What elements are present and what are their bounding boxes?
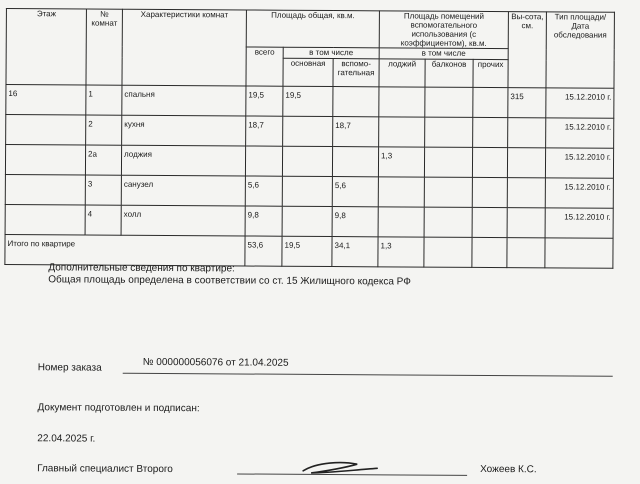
cell-total: 19,5: [246, 86, 283, 116]
cell-date: 15.12.2010 г.: [546, 118, 614, 148]
header-height: Вы-сота, см.: [508, 12, 546, 88]
header-room-no: № комнат: [86, 9, 122, 85]
cell-date: 15.12.2010 г.: [545, 178, 613, 208]
prepared-label: Документ подготовлен и подписан:: [37, 402, 200, 415]
totals-balcony: [424, 237, 472, 267]
header-area-type: Тип площади/ Дата обследования: [546, 12, 614, 88]
cell-room-name: кухня: [122, 115, 246, 146]
totals-main: 19,5: [282, 236, 332, 266]
cell-height: [507, 208, 545, 238]
cell-main: 19,5: [283, 86, 333, 116]
cell-floor: [6, 115, 86, 145]
additional-info-text: Общая площадь определена в соответствии со ст. 15 Жилищного кодекса РФ: [48, 274, 411, 288]
cell-height: 315: [508, 88, 546, 118]
cell-room-no: 2а: [85, 145, 121, 175]
cell-total: 5,6: [245, 176, 282, 206]
header-characteristics: Характеристики комнат: [122, 9, 246, 86]
header-other: прочих: [473, 59, 508, 87]
cell-room-name: санузел: [121, 175, 245, 206]
header-loggia: лоджий: [379, 59, 425, 87]
cell-floor: 16: [6, 85, 86, 115]
cell-other: [472, 147, 507, 177]
header-balcony: балконов: [425, 59, 473, 87]
totals-other: [472, 237, 507, 267]
cell-balcony: [424, 177, 472, 207]
table-row: [5, 175, 613, 209]
cell-room-name: лоджия: [121, 145, 245, 176]
header-total-area: Площадь общая, кв.м.: [246, 10, 379, 48]
additional-info-heading: Дополнительные сведения по квартире:: [48, 262, 235, 275]
header-auxiliary: вспомо-гательная: [333, 59, 379, 87]
cell-loggia: [378, 177, 424, 207]
header-floor: Этаж: [6, 9, 86, 85]
cell-balcony: [424, 207, 472, 237]
cell-total: 9,8: [245, 206, 282, 236]
cell-other: [473, 117, 508, 147]
cell-aux: [333, 87, 379, 117]
signer-position: Главный специалист Второго: [37, 463, 173, 476]
table-row: [5, 205, 613, 239]
cell-other: [472, 177, 507, 207]
totals-loggia: 1,3: [378, 237, 424, 267]
cell-date: 15.12.2010 г.: [545, 208, 613, 238]
cell-height: [507, 178, 545, 208]
order-number-value: № 000000056076 от 21.04.2025: [142, 356, 289, 369]
totals-label: Итого по квартире: [5, 235, 245, 266]
header-main: основная: [283, 58, 333, 86]
cell-aux: 5,6: [332, 177, 378, 207]
prepared-date: 22.04.2025 г.: [37, 433, 96, 445]
table-row: [6, 85, 614, 119]
cell-aux: 9,8: [332, 207, 378, 237]
header-including-aux: в том числе: [379, 48, 508, 60]
cell-floor: [5, 175, 85, 205]
cell-total: 18,7: [246, 116, 283, 146]
cell-aux: [332, 147, 378, 177]
cell-main: [282, 176, 332, 206]
cell-main: [283, 116, 333, 146]
cell-loggia: [379, 117, 425, 147]
cell-balcony: [424, 147, 472, 177]
totals-date: [545, 238, 613, 268]
totals-total: 53,6: [245, 236, 282, 266]
cell-height: [508, 118, 546, 148]
cell-floor: [5, 205, 85, 235]
totals-height: [507, 238, 545, 268]
room-area-table: [4, 8, 615, 269]
cell-other: [472, 207, 507, 237]
cell-total: [245, 146, 282, 176]
cell-room-no: 2: [86, 115, 122, 145]
cell-date: 15.12.2010 г.: [546, 88, 614, 118]
totals-aux: 34,1: [332, 237, 378, 267]
cell-main: [282, 206, 332, 236]
cell-floor: [5, 145, 85, 175]
header-including: в том числе: [283, 47, 379, 59]
header-total: всего: [246, 47, 283, 86]
header-aux-premises: Площадь помещений вспомогательного использования (с коэффициентом), кв.м.: [379, 11, 508, 49]
cell-other: [473, 87, 508, 117]
cell-room-name: холл: [121, 205, 245, 236]
order-underline: [123, 373, 613, 377]
order-number-label: Номер заказа: [37, 362, 102, 374]
cell-loggia: [378, 207, 424, 237]
cell-room-no: 4: [85, 205, 121, 235]
cell-room-no: 3: [85, 175, 121, 205]
signature-icon: [297, 457, 387, 480]
cell-aux: 18,7: [333, 117, 379, 147]
cell-date: 15.12.2010 г.: [545, 148, 613, 178]
table-row: [5, 145, 613, 179]
cell-loggia: 1,3: [378, 147, 424, 177]
table-row: [6, 115, 614, 149]
signer-name: Хожеев К.С.: [480, 463, 537, 476]
cell-height: [507, 148, 545, 178]
cell-main: [282, 146, 332, 176]
cell-room-name: спальня: [122, 85, 246, 116]
cell-balcony: [425, 87, 473, 117]
cell-room-no: 1: [86, 85, 122, 115]
cell-loggia: [379, 87, 425, 117]
cell-balcony: [425, 117, 473, 147]
